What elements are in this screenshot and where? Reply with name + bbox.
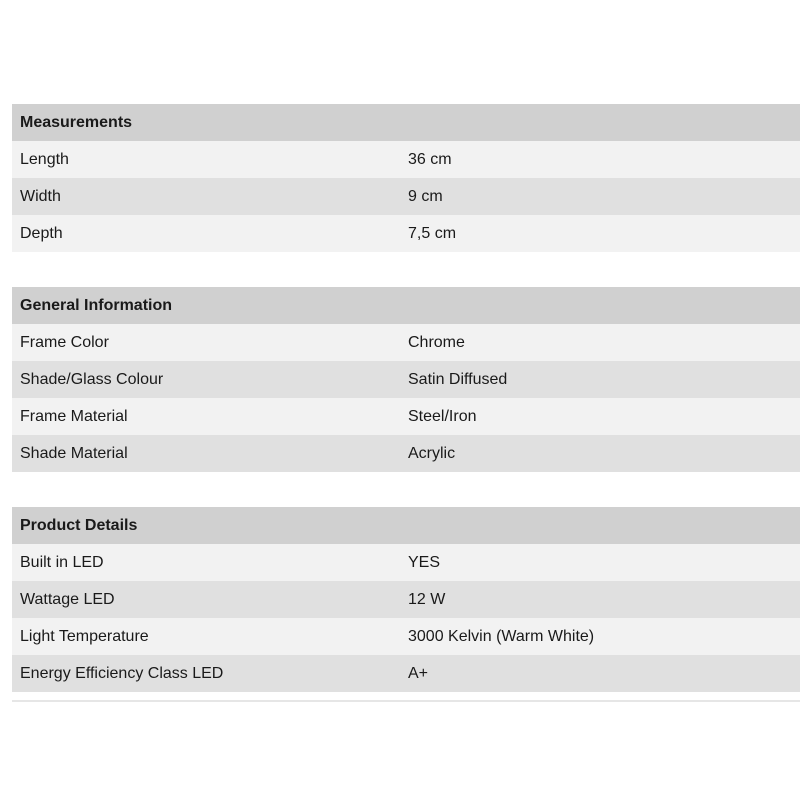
row-value: Steel/Iron: [408, 407, 477, 425]
row-label: Built in LED: [20, 553, 104, 571]
row-label: Energy Efficiency Class LED: [20, 664, 224, 682]
row-label: Depth: [20, 224, 63, 242]
table-row: [12, 581, 800, 618]
section-title: Product Details: [12, 507, 800, 544]
row-label: Frame Color: [20, 333, 109, 351]
table-row: [12, 178, 800, 215]
row-value: Satin Diffused: [408, 370, 508, 388]
table-row: [12, 398, 800, 435]
section-title: General Information: [12, 287, 800, 324]
row-label: Shade/Glass Colour: [20, 370, 164, 388]
row-label: Frame Material: [20, 407, 128, 425]
table-row: [12, 655, 800, 692]
table-row: [12, 544, 800, 581]
section-title: Measurements: [12, 104, 800, 141]
row-label: Shade Material: [20, 444, 128, 462]
table-row: [12, 324, 800, 361]
row-label: Width: [20, 187, 61, 205]
row-label: Wattage LED: [20, 590, 115, 608]
row-label: Light Temperature: [20, 627, 149, 645]
row-value: 9 cm: [408, 187, 443, 205]
table-row: [12, 215, 800, 252]
bottom-divider: [12, 700, 800, 702]
row-value: YES: [408, 553, 441, 571]
row-value: 7,5 cm: [408, 224, 457, 242]
row-value: A+: [408, 664, 429, 682]
section-product-details: [12, 507, 800, 692]
row-value: 36 cm: [408, 150, 452, 168]
section-measurements: [12, 104, 800, 252]
table-row: [12, 361, 800, 398]
row-value: 3000 Kelvin (Warm White): [408, 627, 595, 645]
table-row: [12, 141, 800, 178]
row-value: Acrylic: [408, 444, 456, 462]
section-general-information: [12, 287, 800, 472]
row-value: Chrome: [408, 333, 465, 351]
row-value: 12 W: [408, 590, 446, 608]
table-row: [12, 435, 800, 472]
row-label: Length: [20, 150, 69, 168]
table-row: [12, 618, 800, 655]
specifications-table: [12, 104, 800, 702]
